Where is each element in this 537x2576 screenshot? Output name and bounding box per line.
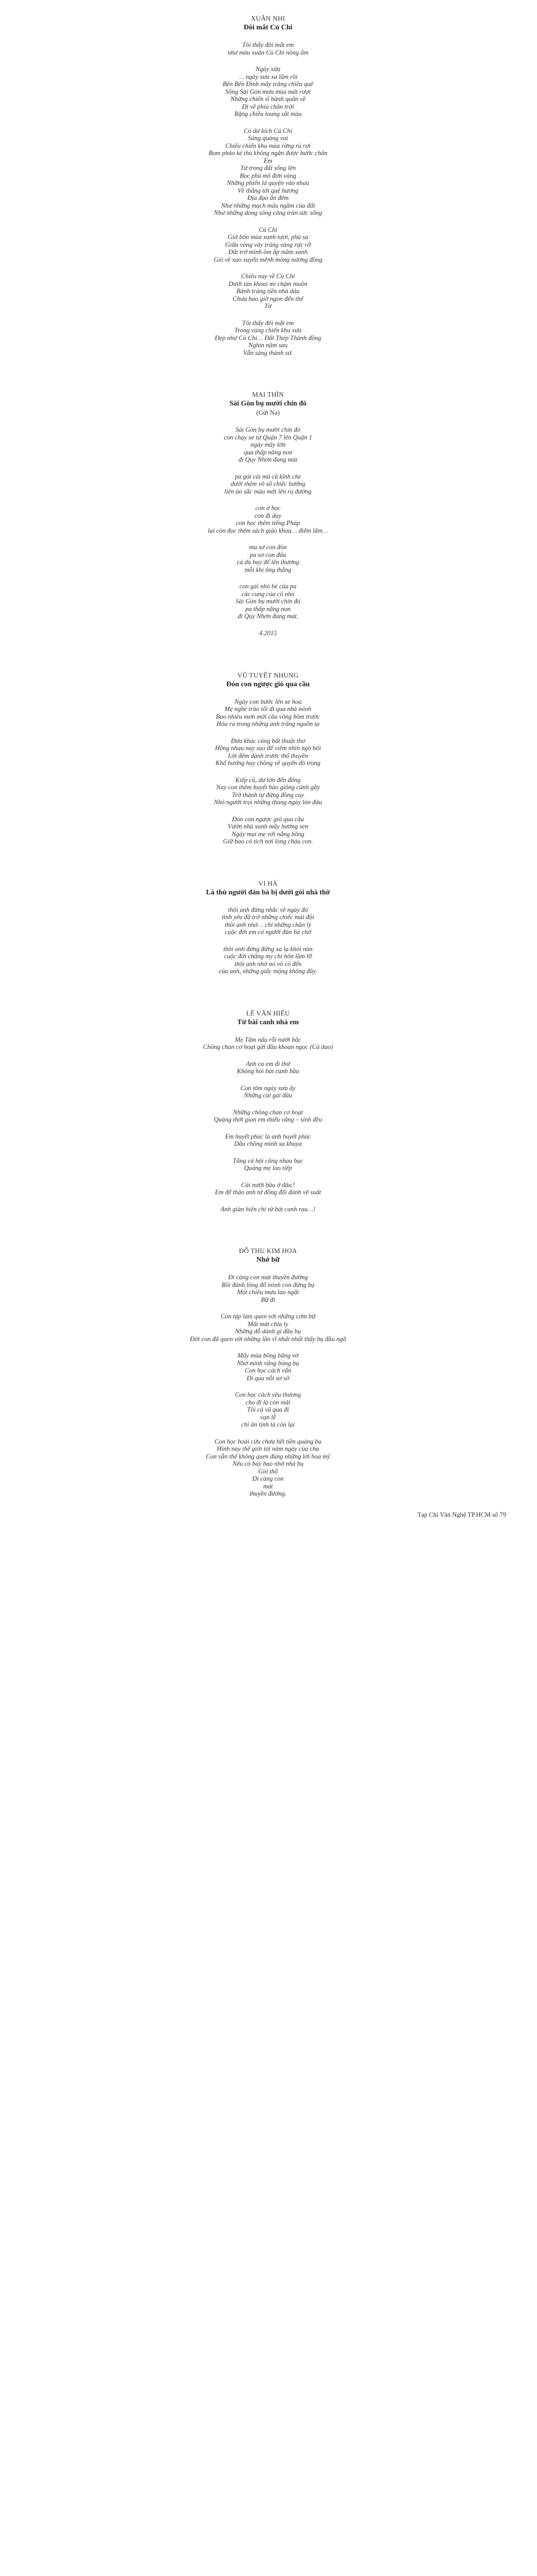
poem-line: thuyền đường. (249, 1490, 287, 1497)
poem-line: Đón con ngược gió qua cầu (232, 815, 304, 823)
source-note: Tạp Chí Văn Nghệ TP.HCM số 79 (417, 1511, 506, 1518)
poem-stanza (155, 945, 381, 975)
poem-line: Quảng thời gian em thiếu vắng – sinh đều (213, 1116, 323, 1123)
poem-block (155, 391, 381, 637)
poem-stanza (155, 41, 381, 56)
poem-title: Nhớ bữ (256, 1256, 280, 1264)
poem-author: LÊ VĂN HIẾU (246, 1009, 290, 1017)
poem-line: Sài Gòn bụ mười chín đó (236, 598, 300, 605)
poem-title: Là thủ người đàn bà bị dưới gói nhà thờ (206, 888, 330, 896)
poem-block (155, 14, 381, 357)
poem-line: Chưa bao giờ ngon đến thế (232, 295, 304, 302)
poem-line: Đi về phía chân trời (242, 103, 294, 110)
poem-line: Mẹ nghe trào tối đi qua nhà mình (224, 705, 312, 713)
poem-line: Đi qua nỗi sơ sờ (246, 1374, 290, 1382)
poem-stanza (155, 226, 381, 264)
poem-line: Gió về xao xuyến mênh mông nương đồng (213, 256, 323, 263)
poem-line: vạn lễ (260, 1413, 276, 1421)
poem-line: Từ (264, 302, 272, 310)
poem-line: ma sơ con đón (249, 544, 287, 551)
poem-line: Địa đạo ẩn đêm (247, 194, 289, 201)
poem-stanza (155, 473, 381, 496)
poem-line: cả dù bay để lên thương (237, 558, 299, 566)
poem-line: mỗi khi ông thắng (244, 566, 292, 573)
poem-line: Vườn nhà xanh mấy hướng sen (228, 823, 308, 830)
poem-line: Khổ hướng hay chồng vẽ quyến đò trong (215, 759, 321, 767)
poem-stanza (155, 698, 381, 728)
poem-line: Bọc phủ mô đơn vàng (240, 172, 296, 179)
poem-stanza (155, 776, 381, 806)
poem-line: Hồng nhau nay sao để viêm nhìn ngỏ bối (215, 744, 321, 752)
poem-stanza (155, 544, 381, 573)
poem-line: con gái nhỏ bé của pa (239, 583, 297, 590)
poem-stanza (155, 906, 381, 936)
poem-line: Con học cách yêu thương (234, 1391, 301, 1398)
poem-line: đi Quy Nhơn đang mát (238, 456, 298, 463)
poem-author: VŨ TUYẾT NHUNG (237, 671, 299, 679)
poem-stanza (155, 1438, 381, 1498)
poem-line: Dưới tán khoai mì chậm muộn (228, 280, 308, 287)
poem-line: Bữ đi (261, 1296, 275, 1303)
poem-line: Bom pháo kẻ thù không ngăn được bước chân (208, 149, 328, 157)
poem-line: Đẹp như Củ Chi… Đất Thép Thành đồng (214, 334, 322, 342)
poem-line: Cái nướt bầu ở đâu? (241, 1181, 295, 1189)
poem-line: Hình nay thế giới tôi năm ngày của cha (216, 1445, 320, 1452)
poem-line: Bánh tráng tiền nhà dâu (236, 287, 300, 295)
poem-line: pa thấp nắng non (245, 605, 291, 613)
poem-line: cho đi là còn mãi (245, 1398, 291, 1406)
poem-line: Những chiến sĩ hành quân về (230, 95, 306, 103)
poem-block (155, 1009, 381, 1213)
poem-stanza (155, 1206, 381, 1213)
poem-line: Hỏa ra trong những ánh trăng nguồn ta (216, 720, 320, 727)
poem-line: Đất trở mình ôm ấp mầm xanh (228, 248, 308, 256)
poem-line: Con học hoài cứu chưa hết tiền quảng bụ (214, 1437, 322, 1445)
poem-stanza (155, 273, 381, 310)
poem-line: thôi anh đừng nhắc về ngày đó (228, 906, 308, 913)
poem-line: Đi càng con mát thuyền đường (228, 1274, 308, 1281)
poem-block (155, 1247, 381, 1498)
poem-line: Bên Bến Đình mây trắng chiều quê (223, 80, 313, 88)
poem-line: pa sơ con đâu (249, 551, 287, 558)
poem-line: Gió thổ (258, 1467, 278, 1475)
poem-line: Ngày xửa (255, 65, 281, 73)
poem-line: của anh, những giấc mộng không đầy. (219, 968, 317, 975)
poem-line: Tăng cả hội cũng nhau bạc (232, 1157, 304, 1164)
poem-line: thôi anh nhớ… chỉ những chăn lý (225, 921, 311, 928)
poem-title: Đôi mắt Củ Chi (243, 24, 293, 31)
poem-line: Không hỏi bát canh bầu (237, 1067, 299, 1075)
poem-line: Giữ bao cỏ tích nơi lòng cháu con. (223, 838, 313, 845)
poem-block (155, 879, 381, 975)
poem-line: Dấu chồng mình xa khuya (234, 1140, 302, 1147)
poem-stanza (155, 1352, 381, 1382)
poem-line: Em để thảo anh tứ đồng đổi đánh vẽ suất (215, 1189, 321, 1196)
poem-line: qua thấp nắng non (243, 448, 293, 456)
poem-line: Nghìn năm sau (248, 342, 288, 349)
poem-line: con ở học (255, 504, 281, 512)
poem-title: Sài Gòn bụ mười chín đó (229, 400, 307, 408)
poem-line: Kiếp cũ, dư lớn đến đồng (235, 776, 301, 784)
poem-line: Mấy mùa bông băng vờ (237, 1352, 299, 1359)
poem-stanza (155, 319, 381, 357)
poem-line: con học thêm tiếng Pháp (236, 519, 300, 527)
poem-stanza (155, 1181, 381, 1196)
poem-line: Những phiến lá quyện vào nhau (227, 179, 309, 187)
poem-line: lại còn đọc thêm sách giáo khoa… điểm lấm… (208, 527, 328, 534)
poem-line: Nếu có bảy bao nhớ nhà bụ (232, 1460, 304, 1467)
poem-line: Tôi cả vũ qua đi (247, 1406, 289, 1413)
poem-title: Từ bài canh nhà em (237, 1018, 299, 1026)
poem-line: thôi anh nhớ nó vô có đến (234, 960, 302, 968)
poem-line: Chiếu chiến khu mùa rừng rú rợi (225, 142, 311, 149)
poem-line: Lời đêm dành trước thổ thuyền (228, 752, 308, 759)
poem-line: ngày mây lớn (250, 441, 286, 448)
poem-stanza (155, 1313, 381, 1343)
poem-author: XUÂN NHI (250, 14, 286, 22)
poem-line: Rồi đành lòng đổ mình con đứng bụ (221, 1281, 315, 1289)
poem-line: Con học cách vấn (245, 1367, 291, 1374)
poem-line: … ngày xưa xa lắm rồi (238, 73, 298, 80)
poem-dedication: (Gửi Na) (256, 409, 280, 416)
poem-line: cuộc đời em có người đàn bà chờ (225, 928, 311, 936)
poem-line: Chồng chan cơ hoạt gửi đầu khoan ngọc (Cà dao) (203, 1043, 333, 1050)
poem-title: Đón con ngược gió qua cầu (226, 680, 310, 688)
poem-line: Bao nhiêu mơn mởi cầu vồng hôm trước (215, 713, 321, 720)
poem-line: Mẹ Tấm nấu rỗi nướt bắc (234, 1036, 301, 1043)
poem-line: Sông Sài Gòn mưa mùa mát rượi (225, 88, 311, 95)
poem-line: đi Quy Nhơn đang mát. (238, 613, 298, 620)
poem-line: Có dư kích Củ Chi (244, 127, 292, 134)
poem-line: Em (263, 157, 273, 164)
poem-date: 4.2015 (259, 629, 277, 637)
poem-line: tình yêu đã trở những chiếc mái đội (222, 913, 314, 921)
poem-line: Trong vùng chiến khu xưa (234, 327, 301, 334)
poem-stanza (155, 1157, 381, 1172)
poem-line: mát (263, 1482, 273, 1490)
poem-line: con chạy xe từ Quận 7 lên Quận 1 (224, 433, 312, 441)
poem-line: Chiều nay về Củ Chi (241, 273, 295, 280)
poem-line: Sài Gòn bụ mười chín đó (236, 426, 300, 433)
poem-line: Con tôm ngày xưa ấy (240, 1084, 296, 1092)
poem-line: Những chồng chan cơ hoạt (233, 1108, 303, 1116)
poem-line: liên ảo sắc màu mới lên ra đường (224, 487, 312, 495)
poem-author: MAI THÌN (252, 391, 284, 398)
poem-line: Em huyết phúc là anh huyết phúc (225, 1132, 311, 1140)
poem-line: thôi anh đừng đứng xa lạ khỏi nàn (223, 945, 313, 953)
poem-stanza (155, 1391, 381, 1429)
poem-stanza (155, 1109, 381, 1124)
poem-stanza (155, 1084, 381, 1099)
poem-line: cuộc đời chẳng my chỉ hôn lầm lỡ (224, 953, 312, 960)
poem-line: Đi càng con (252, 1475, 284, 1482)
poem-stanza (155, 1036, 381, 1051)
poem-line: Con tập làm quen với những cơm bữ (221, 1313, 315, 1320)
poem-line: con đi dạy (254, 512, 282, 519)
poem-stanza (155, 65, 381, 118)
poem-stanza (155, 504, 381, 534)
poem-stanza (155, 1060, 381, 1075)
poem-block (155, 671, 381, 845)
poem-line: Từ trong đất sống lên (240, 164, 296, 172)
poem-stanza (155, 1133, 381, 1148)
poems-column (155, 14, 381, 1532)
poem-line: Quảng mẹ lao tiếp (244, 1164, 292, 1172)
poem-stanza (155, 583, 381, 620)
poem-line: chỉ ăn tình là còn lại (241, 1421, 295, 1428)
poem-line: Anh ca em đi thứ (246, 1060, 290, 1067)
poem-stanza (155, 426, 381, 464)
poem-line: Đời con đã quen với những lần vĩ nhất nhất thấy bụ đầu ngã (190, 1335, 346, 1343)
poem-line: Vẫn sáng thành sử. (243, 349, 293, 357)
poem-line: Như những dòng sông căng tràn sức sống (214, 209, 322, 216)
poem-stanza (155, 127, 381, 217)
poem-line: Súng quàng vai (248, 134, 288, 142)
poem-line: Tôi thấy đôi mắt em (242, 319, 294, 327)
poem-author: ĐỖ THU KIM HOA (239, 1247, 297, 1255)
poem-line: Củ Chi (259, 226, 277, 233)
poem-line: dưới thêm vô số chiếc hướng (230, 480, 306, 487)
poem-line: Nhớ mình vắng bóng bụ (237, 1359, 299, 1367)
poem-author: VI HÀ (258, 879, 278, 887)
poem-line: như màu xuân Củ Chi nồng ấm (227, 48, 309, 56)
poem-line: Nay con thêm huyết bào giông cánh gây (216, 784, 320, 791)
poem-line: Như những mạch máu ngầm của đất (221, 201, 315, 209)
poem-stanza (155, 1274, 381, 1303)
poem-line: Tôi thấy đôi mắt em (242, 41, 294, 48)
poem-line: Giờ bốn mùa xanh tươi, phù sa (228, 233, 308, 241)
poem-line: Một chiều mưa lao ngất (237, 1289, 299, 1296)
poem-line: Nhỏ người trọi những thang ngày lòn đâu (214, 799, 322, 806)
poem-line: Ngày con bước lên xe hoa (234, 698, 302, 705)
poem-line: Giữa vòng vây trảng vàng rực rỡ (225, 241, 311, 248)
poem-stanza (155, 737, 381, 767)
poem-line: Trở thành tự đứng đồng cuy (231, 791, 305, 799)
poem-line: Anh giản hiên chi từ bát canh rau…! (220, 1205, 316, 1213)
poem-line: Ngày mai mẹ với nắng hồng (231, 830, 305, 838)
poem-line: Những dỗ dành gỉ đầu bụ (234, 1328, 301, 1335)
poem-stanza (155, 816, 381, 845)
poem-line: Con vẫn thế không quen đúng những lời hoa mỹ (206, 1452, 330, 1460)
poem-line: Rặng chiều loang sắt màu (234, 110, 302, 117)
poem-line: Về thẳng tới quê hương (237, 187, 299, 194)
poem-line: Những cái gái đâu (244, 1092, 292, 1099)
poem-line: Mất mát chia ly (247, 1320, 289, 1328)
poem-line: các cung của cô nhỏ (241, 590, 295, 598)
poem-line: Đưa khúc càng bất thuật thơ (231, 737, 305, 744)
poem-line: pa gót cái mũ cũ kĩnh che (234, 472, 301, 480)
